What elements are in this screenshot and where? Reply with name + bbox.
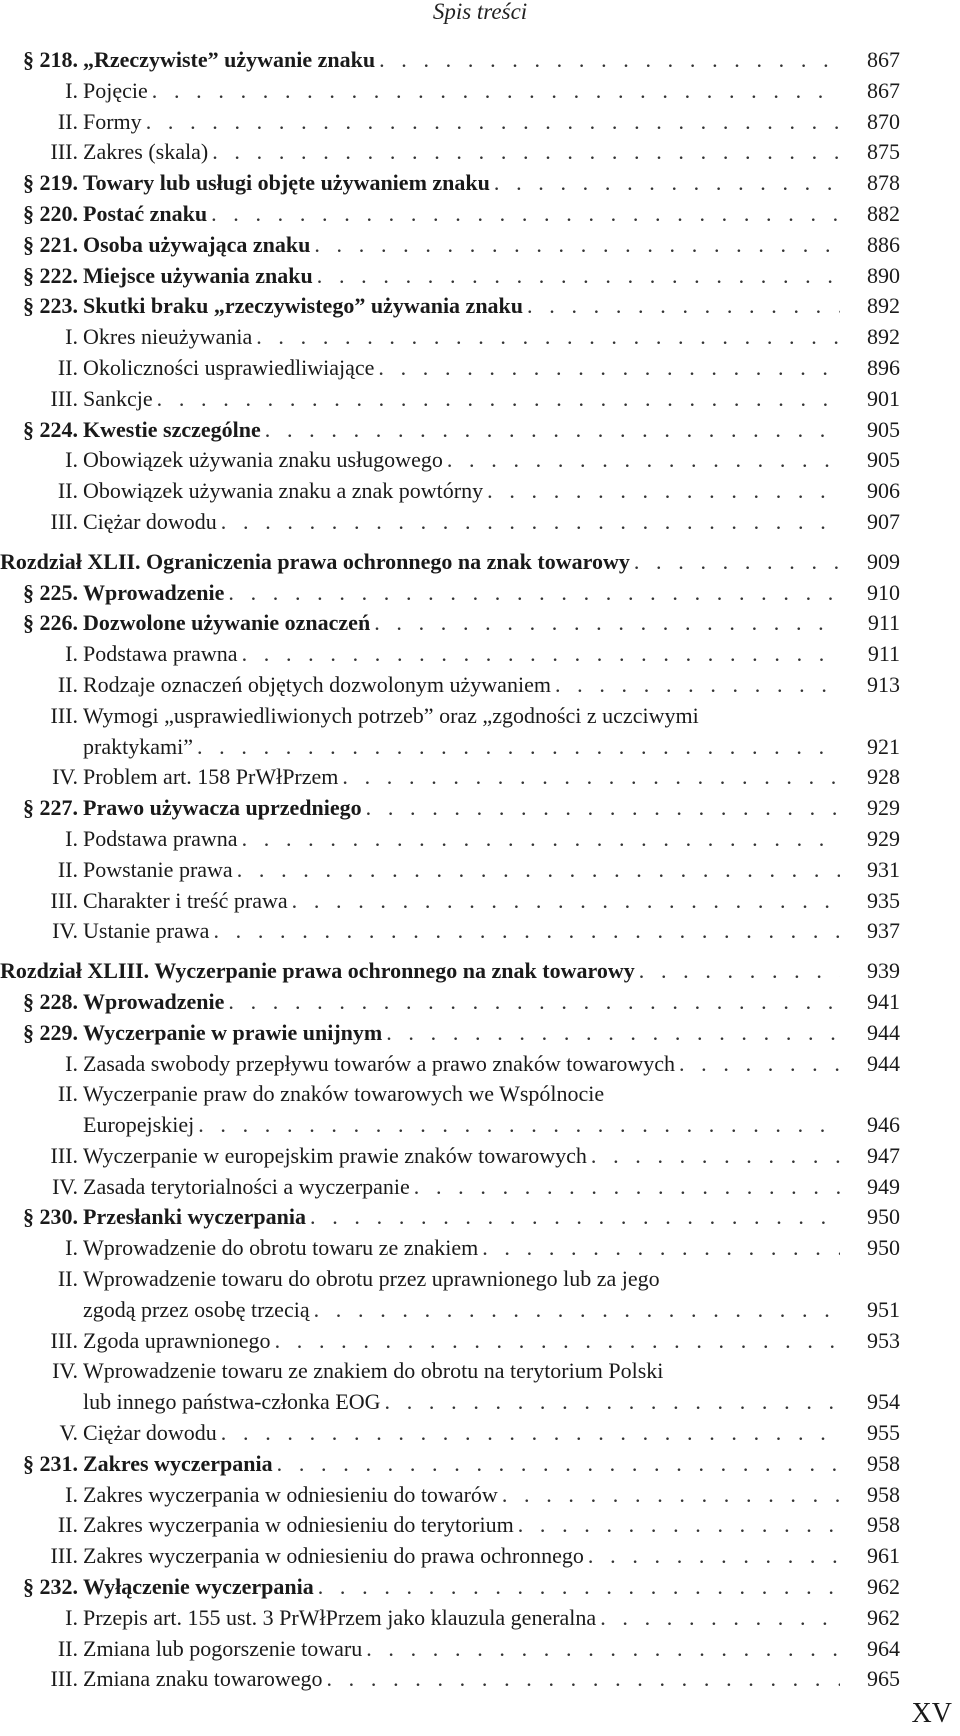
- toc-entry-number: III.: [50, 1327, 78, 1353]
- toc-entry-title: Ustanie prawa: [83, 918, 210, 944]
- toc-entry-number: I.: [65, 1604, 78, 1630]
- dot-leader: [386, 1018, 840, 1049]
- toc-subsection-entry[interactable]: [0, 886, 900, 917]
- toc-entry-text: [83, 507, 840, 538]
- toc-subsection-entry[interactable]: [0, 639, 900, 670]
- toc-entry-number: IV.: [52, 918, 78, 944]
- toc-page-number: 905: [867, 416, 900, 442]
- toc-entry-title: Miejsce używania znaku: [83, 262, 313, 288]
- toc-entry-text: [83, 445, 840, 476]
- toc-entry-number: III.: [50, 139, 78, 165]
- toc-subsection-entry[interactable]: [0, 507, 900, 538]
- dot-leader: [639, 956, 840, 987]
- toc-page-number: 958: [867, 1481, 900, 1507]
- toc-entry-title: Skutki braku „rzeczywistego” używania znaku: [83, 293, 524, 319]
- dot-leader: [414, 1172, 840, 1203]
- toc-entry-text: [83, 762, 840, 793]
- toc-page-number: 870: [867, 108, 900, 134]
- toc-entry-text: [83, 1264, 840, 1326]
- toc-entry-number: II.: [57, 1512, 78, 1538]
- toc-entry-title: Sankcje: [83, 385, 153, 411]
- toc-entry-text: [83, 1541, 840, 1572]
- toc-subsection-entry[interactable]: [0, 445, 900, 476]
- toc-entry-title: Wyczerpanie w europejskim prawie znaków towarowych: [83, 1142, 587, 1168]
- toc-subsection-entry[interactable]: [0, 1141, 900, 1172]
- toc-page-number: 962: [867, 1604, 900, 1630]
- dot-leader: [237, 855, 840, 886]
- toc-entry-title: Zmiana lub pogorszenie towaru: [83, 1635, 363, 1661]
- toc-page-number: 905: [867, 447, 900, 473]
- toc-section-entry[interactable]: [0, 230, 900, 261]
- toc-section-entry[interactable]: [0, 1202, 900, 1233]
- toc-entry-title-continued: zgodą przez osobę trzecią: [83, 1296, 310, 1322]
- toc-subsection-entry[interactable]: [0, 1480, 900, 1511]
- toc-entry-title: Obowiązek używania znaku usługowego: [83, 447, 443, 473]
- toc-section-entry[interactable]: [0, 1018, 900, 1049]
- toc-subsection-entry[interactable]: [0, 1264, 900, 1326]
- toc-entry-number: II.: [57, 1635, 78, 1661]
- running-header: Spis treści: [432, 0, 528, 24]
- toc-entry-title: Osoba używająca znaku: [83, 231, 311, 257]
- toc-page-number: 913: [867, 671, 900, 697]
- toc-page-number: 953: [867, 1327, 900, 1353]
- dot-leader: [221, 507, 840, 538]
- toc-entry-text: [83, 1449, 840, 1480]
- toc-entry-title: Zasada swobody przepływu towarów a prawo znaków towarowych: [83, 1050, 675, 1076]
- toc-entry-text: [83, 45, 840, 76]
- dot-leader: [326, 1664, 840, 1695]
- toc-entry-text: [83, 578, 840, 609]
- dot-leader: [588, 1541, 840, 1572]
- toc-section-entry[interactable]: [0, 987, 900, 1018]
- toc-page-number: 909: [867, 548, 900, 574]
- toc-page-number: 935: [867, 887, 900, 913]
- toc-page-number: 875: [867, 139, 900, 165]
- dot-leader: [275, 1326, 840, 1357]
- toc-entry-title: Zakres wyczerpania w odniesieniu do towarów: [83, 1481, 498, 1507]
- toc-entry-title: Problem art. 158 PrWłPrzem: [83, 764, 339, 790]
- toc-entry-text: [83, 1356, 840, 1418]
- dot-leader: [502, 1480, 840, 1511]
- toc-entry-text: [83, 230, 840, 261]
- toc-page-number: 906: [867, 478, 900, 504]
- toc-entry-title: Wyłączenie wyczerpania: [83, 1574, 314, 1600]
- toc-entry-text: [83, 855, 840, 886]
- toc-chapter-entry[interactable]: [0, 547, 900, 578]
- toc-entry-title: Podstawa prawna: [83, 641, 238, 667]
- dot-leader: [555, 670, 840, 701]
- toc-entry-text: [83, 1233, 840, 1264]
- toc-entry-number: § 232.: [23, 1574, 78, 1600]
- dot-leader: [366, 793, 840, 824]
- toc-entry-number: II.: [57, 354, 78, 380]
- toc-section-entry[interactable]: [0, 415, 900, 446]
- toc-entry-number: II.: [57, 478, 78, 504]
- toc-subsection-entry[interactable]: [0, 322, 900, 353]
- dot-leader: [487, 476, 840, 507]
- toc-entry-number: § 220.: [23, 200, 78, 226]
- toc-page-number: 951: [867, 1296, 900, 1322]
- dot-leader: [317, 261, 840, 292]
- toc-entry-text: [83, 987, 840, 1018]
- toc-subsection-entry[interactable]: [0, 1356, 900, 1418]
- toc-entry-number: II.: [57, 671, 78, 697]
- toc-page-number: 961: [867, 1543, 900, 1569]
- toc-page-number: 939: [867, 958, 900, 984]
- toc-entry-title: Przesłanki wyczerpania: [83, 1204, 307, 1230]
- toc-page-number: 911: [867, 610, 900, 636]
- toc-entry-text: [83, 1603, 840, 1634]
- toc-entry-text: [83, 137, 840, 168]
- toc-entry-number: I.: [65, 825, 78, 851]
- toc-page-number: 882: [867, 200, 900, 226]
- toc-entry-number: III.: [50, 1142, 78, 1168]
- toc-page-number: 947: [867, 1142, 900, 1168]
- toc-page-number: 892: [867, 324, 900, 350]
- dot-leader: [366, 1634, 840, 1665]
- toc-entry-number: IV.: [52, 1173, 78, 1199]
- toc-entry-number: § 222.: [23, 262, 78, 288]
- toc-entry-title: Obowiązek używania znaku a znak powtórny: [83, 478, 484, 504]
- toc-entry-number: III.: [50, 702, 78, 728]
- toc-entry-number: III.: [50, 385, 78, 411]
- toc-entry-text: [83, 824, 840, 855]
- toc-entry-title: Okoliczności usprawiedliwiające: [83, 354, 375, 380]
- table-of-contents: [0, 45, 900, 1695]
- toc-entry-number: I.: [65, 447, 78, 473]
- toc-entry-title: Wyczerpanie praw do znaków towarowych we Wspólnocie: [83, 1081, 605, 1107]
- toc-entry-number: § 231.: [23, 1450, 78, 1476]
- toc-entry-title: Wprowadzenie: [83, 579, 225, 605]
- toc-entry-text: [83, 76, 840, 107]
- toc-entry-title: Rozdział XLIII. Wyczerpanie prawa ochronnego na znak towarowy: [0, 958, 635, 984]
- toc-page-number: 965: [867, 1666, 900, 1692]
- toc-page-number: 892: [867, 293, 900, 319]
- toc-section-entry[interactable]: [0, 261, 900, 292]
- toc-entry-text: [83, 291, 840, 322]
- toc-entry-number: § 229.: [23, 1019, 78, 1045]
- toc-page-number: 941: [867, 988, 900, 1014]
- toc-entry-text: [83, 384, 840, 415]
- toc-page-number: 931: [867, 856, 900, 882]
- toc-entry-title: Podstawa prawna: [83, 825, 238, 851]
- toc-entry-title-continued: praktykami”: [83, 733, 193, 759]
- toc-section-entry[interactable]: [0, 578, 900, 609]
- dot-leader: [197, 732, 840, 763]
- toc-page-number: 937: [867, 918, 900, 944]
- dot-leader: [198, 1110, 840, 1141]
- toc-subsection-entry[interactable]: [0, 76, 900, 107]
- toc-page-number: 954: [867, 1389, 900, 1415]
- toc-entry-number: III.: [50, 1543, 78, 1569]
- toc-entry-number: § 227.: [23, 795, 78, 821]
- toc-entry-number: V.: [59, 1420, 78, 1446]
- toc-subsection-entry[interactable]: [0, 1418, 900, 1449]
- toc-subsection-entry[interactable]: [0, 1510, 900, 1541]
- toc-page-number: 886: [867, 231, 900, 257]
- dot-leader: [318, 1572, 840, 1603]
- toc-entry-text: [83, 199, 840, 230]
- toc-entry-title: Wprowadzenie do obrotu towaru ze znakiem: [83, 1235, 479, 1261]
- toc-entry-number: I.: [65, 1481, 78, 1507]
- toc-entry-number: II.: [57, 856, 78, 882]
- toc-page-number: 907: [867, 508, 900, 534]
- dot-leader: [385, 1387, 840, 1418]
- toc-entry-title: Prawo używacza uprzedniego: [83, 795, 362, 821]
- toc-subsection-entry[interactable]: [0, 1326, 900, 1357]
- toc-subsection-entry[interactable]: [0, 1233, 900, 1264]
- toc-entry-text: [0, 547, 840, 578]
- dot-leader: [494, 168, 840, 199]
- toc-entry-number: § 225.: [23, 579, 78, 605]
- toc-subsection-entry[interactable]: [0, 1172, 900, 1203]
- toc-page-number: 962: [867, 1574, 900, 1600]
- toc-section-entry[interactable]: [0, 291, 900, 322]
- dot-leader: [242, 639, 840, 670]
- toc-entry-title: Postać znaku: [83, 200, 208, 226]
- toc-entry-number: IV.: [52, 1358, 78, 1384]
- toc-subsection-entry[interactable]: [0, 824, 900, 855]
- dot-leader: [228, 578, 840, 609]
- dot-leader: [152, 76, 840, 107]
- toc-entry-title: Powstanie prawa: [83, 856, 233, 882]
- toc-entry-text: [83, 639, 840, 670]
- toc-page-number: 944: [867, 1050, 900, 1076]
- toc-entry-text: [83, 353, 840, 384]
- toc-entry-text: [83, 1172, 840, 1203]
- dot-leader: [157, 384, 840, 415]
- dot-leader: [310, 1202, 840, 1233]
- dot-leader: [591, 1141, 840, 1172]
- toc-entry-title: Ciężar dowodu: [83, 1420, 217, 1446]
- toc-subsection-entry[interactable]: [0, 1634, 900, 1665]
- toc-subsection-entry[interactable]: [0, 916, 900, 947]
- toc-page-number: 946: [867, 1112, 900, 1138]
- dot-leader: [374, 608, 840, 639]
- dot-leader: [482, 1233, 840, 1264]
- dot-leader: [213, 916, 840, 947]
- toc-entry-text: [83, 1480, 840, 1511]
- toc-entry-text: [83, 670, 840, 701]
- toc-section-entry[interactable]: [0, 199, 900, 230]
- toc-entry-number: § 223.: [23, 293, 78, 319]
- toc-entry-title: Okres nieużywania: [83, 324, 253, 350]
- toc-entry-title: Rozdział XLII. Ograniczenia prawa ochronnego na znak towarowy: [0, 548, 630, 574]
- toc-entry-text: [83, 168, 840, 199]
- toc-page-number: 867: [867, 77, 900, 103]
- page-number: XV: [911, 1698, 952, 1729]
- toc-page-number: 896: [867, 354, 900, 380]
- toc-entry-text: [83, 916, 840, 947]
- toc-entry-title: Wprowadzenie: [83, 988, 225, 1014]
- toc-page-number: 955: [867, 1420, 900, 1446]
- toc-entry-number: II.: [57, 1266, 78, 1292]
- toc-entry-text: [83, 608, 840, 639]
- dot-leader: [277, 1449, 840, 1480]
- toc-entry-text: [83, 107, 840, 138]
- toc-entry-title: Zakres (skala): [83, 139, 209, 165]
- toc-subsection-entry[interactable]: [0, 137, 900, 168]
- dot-leader: [314, 230, 840, 261]
- toc-entry-title-continued: Europejskiej: [83, 1112, 195, 1138]
- toc-entry-title: Pojęcie: [83, 77, 148, 103]
- toc-entry-number: I.: [65, 641, 78, 667]
- toc-entry-text: [83, 1664, 840, 1695]
- toc-entry-number: I.: [65, 324, 78, 350]
- toc-entry-text: [83, 793, 840, 824]
- toc-entry-text: [83, 1326, 840, 1357]
- toc-subsection-entry[interactable]: [0, 476, 900, 507]
- toc-entry-number: II.: [57, 1081, 78, 1107]
- dot-leader: [292, 886, 840, 917]
- toc-subsection-entry[interactable]: [0, 670, 900, 701]
- toc-entry-number: I.: [65, 1050, 78, 1076]
- toc-subsection-entry[interactable]: [0, 855, 900, 886]
- toc-page-number: 867: [867, 47, 900, 72]
- toc-entry-title-continued: lub innego państwa-członka EOG: [83, 1389, 381, 1415]
- toc-page-number: 901: [867, 385, 900, 411]
- toc-entry-text: [83, 1141, 840, 1172]
- toc-subsection-entry[interactable]: [0, 1541, 900, 1572]
- toc-section-entry[interactable]: [0, 1572, 900, 1603]
- toc-entry-text: [83, 886, 840, 917]
- toc-entry-number: III.: [50, 1666, 78, 1692]
- toc-entry-title: Wprowadzenie towaru do obrotu przez uprawnionego lub za jego: [83, 1266, 660, 1292]
- toc-entry-number: II.: [57, 108, 78, 134]
- dot-leader: [242, 824, 840, 855]
- toc-entry-text: [83, 1018, 840, 1049]
- toc-page-number: 929: [867, 795, 900, 821]
- toc-entry-title: Wyczerpanie w prawie unijnym: [83, 1019, 383, 1045]
- toc-subsection-entry[interactable]: [0, 107, 900, 138]
- dot-leader: [256, 322, 840, 353]
- toc-entry-title: Formy: [83, 108, 142, 134]
- toc-page-number: 921: [867, 733, 900, 759]
- toc-page-number: 890: [867, 262, 900, 288]
- dot-leader: [228, 987, 840, 1018]
- toc-entry-title: Dozwolone używanie oznaczeń: [83, 610, 371, 636]
- toc-page-number: 958: [867, 1450, 900, 1476]
- toc-entry-text: [83, 701, 840, 763]
- toc-page-number: 911: [867, 641, 900, 667]
- toc-entry-number: I.: [65, 77, 78, 103]
- toc-page-number: 950: [867, 1235, 900, 1261]
- toc-entry-title: Kwestie szczególne: [83, 416, 261, 442]
- toc-entry-text: [83, 1572, 840, 1603]
- toc-subsection-entry[interactable]: [0, 1079, 900, 1141]
- dot-leader: [265, 415, 840, 446]
- dot-leader: [379, 45, 840, 76]
- toc-section-entry[interactable]: [0, 793, 900, 824]
- toc-entry-number: § 219.: [23, 170, 78, 196]
- dot-leader: [146, 107, 840, 138]
- toc-entry-text: [83, 476, 840, 507]
- toc-entry-number: IV.: [52, 764, 78, 790]
- toc-entry-number: I.: [65, 1235, 78, 1261]
- toc-entry-number: III.: [50, 508, 78, 534]
- toc-page-number: 949: [867, 1173, 900, 1199]
- toc-entry-number: III.: [50, 887, 78, 913]
- dot-leader: [342, 762, 840, 793]
- toc-entry-title: „Rzeczywiste” używanie znaku: [83, 47, 376, 72]
- dot-leader: [679, 1049, 840, 1080]
- dot-leader: [314, 1295, 840, 1326]
- toc-entry-title: Zasada terytorialności a wyczerpanie: [83, 1173, 410, 1199]
- toc-subsection-entry[interactable]: [0, 701, 900, 763]
- toc-entry-title: Wprowadzenie towaru ze znakiem do obrotu na terytorium Polski: [83, 1358, 664, 1384]
- toc-entry-number: § 224.: [23, 416, 78, 442]
- dot-leader: [447, 445, 840, 476]
- toc-subsection-entry[interactable]: [0, 762, 900, 793]
- toc-entry-title: Zakres wyczerpania: [83, 1450, 273, 1476]
- toc-entry-text: [83, 1049, 840, 1080]
- toc-subsection-entry[interactable]: [0, 384, 900, 415]
- toc-entry-title: Zgoda uprawnionego: [83, 1327, 271, 1353]
- toc-entry-text: [83, 1634, 840, 1665]
- toc-page-number: 928: [867, 764, 900, 790]
- toc-entry-text: [83, 1079, 840, 1141]
- toc-page-number: 964: [867, 1635, 900, 1661]
- toc-section-entry[interactable]: [0, 45, 900, 76]
- toc-page-number: 958: [867, 1512, 900, 1538]
- toc-entry-title: Rodzaje oznaczeń objętych dozwolonym używaniem: [83, 671, 551, 697]
- toc-entry-title: Wymogi „usprawiedliwionych potrzeb” oraz „zgodności z uczciwymi: [83, 702, 699, 728]
- toc-entry-text: [83, 1418, 840, 1449]
- dot-leader: [221, 1418, 840, 1449]
- dot-leader: [378, 353, 840, 384]
- toc-entry-title: Zmiana znaku towarowego: [83, 1666, 323, 1692]
- toc-entry-text: [83, 322, 840, 353]
- dot-leader: [518, 1510, 840, 1541]
- dot-leader: [212, 137, 840, 168]
- toc-entry-text: [83, 1202, 840, 1233]
- toc-subsection-entry[interactable]: [0, 1049, 900, 1080]
- toc-section-entry[interactable]: [0, 168, 900, 199]
- toc-entry-title: Charakter i treść prawa: [83, 887, 288, 913]
- toc-entry-text: [83, 1510, 840, 1541]
- dot-leader: [634, 547, 840, 578]
- toc-entry-title: Towary lub usługi objęte używaniem znaku: [83, 170, 490, 196]
- toc-entry-title: Zakres wyczerpania w odniesieniu do terytorium: [83, 1512, 514, 1538]
- toc-page-number: 910: [867, 579, 900, 605]
- toc-page-number: 878: [867, 170, 900, 196]
- dot-leader: [211, 199, 840, 230]
- toc-page-number: 944: [867, 1019, 900, 1045]
- toc-entry-title: Ciężar dowodu: [83, 508, 217, 534]
- toc-subsection-entry[interactable]: [0, 1664, 900, 1695]
- toc-entry-text: [83, 415, 840, 446]
- toc-page-number: 929: [867, 825, 900, 851]
- toc-entry-number: § 230.: [23, 1204, 78, 1230]
- toc-subsection-entry[interactable]: [0, 353, 900, 384]
- dot-leader: [600, 1603, 840, 1634]
- toc-entry-number: § 218.: [23, 47, 78, 72]
- toc-entry-text: [0, 956, 840, 987]
- toc-page-number: 950: [867, 1204, 900, 1230]
- toc-entry-title: Przepis art. 155 ust. 3 PrWłPrzem jako klauzula generalna: [83, 1604, 597, 1630]
- toc-section-entry[interactable]: [0, 608, 900, 639]
- toc-entry-title: Zakres wyczerpania w odniesieniu do prawa ochronnego: [83, 1543, 584, 1569]
- toc-entry-text: [83, 261, 840, 292]
- toc-entry-number: § 226.: [23, 610, 78, 636]
- toc-entry-number: § 221.: [23, 231, 78, 257]
- toc-subsection-entry[interactable]: [0, 1603, 900, 1634]
- dot-leader: [527, 291, 840, 322]
- toc-entry-number: § 228.: [23, 988, 78, 1014]
- toc-section-entry[interactable]: [0, 1449, 900, 1480]
- toc-chapter-entry[interactable]: [0, 956, 900, 987]
